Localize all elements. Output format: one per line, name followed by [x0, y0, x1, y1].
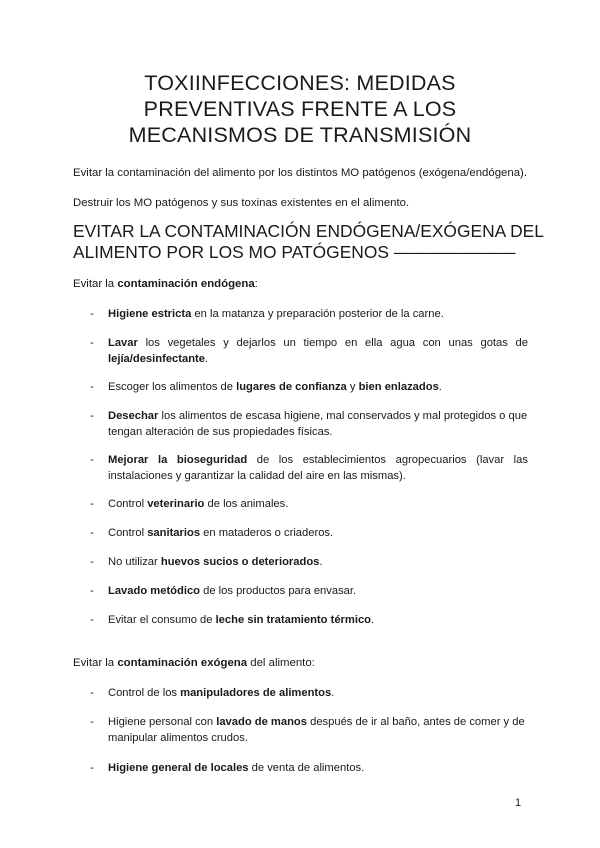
list-item-text: Control sanitarios en mataderos o criaderos.: [108, 527, 334, 539]
bullet-dash: -: [90, 716, 94, 728]
list-item: [90, 306, 528, 322]
list-item-text: Higiene estricta en la matanza y preparación posterior de la carne.: [108, 308, 444, 320]
title-line: PREVENTIVAS FRENTE A LOS: [143, 97, 457, 121]
bullet-dash: -: [90, 527, 94, 539]
bullet-dash: -: [90, 556, 94, 568]
list-item-text: Evitar el consumo de leche sin tratamiento térmico.: [108, 614, 375, 626]
bullet-dash: -: [90, 454, 94, 466]
list-item: [90, 525, 528, 541]
list-item: [90, 335, 528, 367]
text-run: Evitar la: [73, 657, 118, 669]
list-item-text: Control de los manipuladores de alimentos.: [108, 687, 335, 699]
page-number: 1: [515, 797, 522, 809]
page-title: [60, 70, 540, 148]
text-run: Evitar la: [73, 278, 118, 290]
bullet-dash: -: [90, 498, 94, 510]
list-item: [90, 452, 528, 484]
list-item-text: Escoger los alimentos de lugares de confianza y bien enlazados.: [108, 381, 442, 393]
list-item: [90, 408, 528, 440]
list-item-text: No utilizar huevos sucios o deteriorados.: [108, 556, 323, 568]
text-run: del alimento:: [247, 657, 315, 669]
list-item-text: Lavar los vegetales y dejarlos un tiempo en ella agua con unas gotas de lejía/desinfectante.: [108, 337, 528, 365]
intro-paragraph: Evitar la contaminación del alimento por los distintos MO patógenos (exógena/endógena).: [73, 167, 527, 179]
bullet-dash: -: [90, 585, 94, 597]
text-run: :: [254, 278, 258, 290]
text-bold: contaminación endógena: [117, 278, 255, 290]
text-bold: contaminación exógena: [117, 657, 248, 669]
bullet-dash: -: [90, 687, 94, 699]
bullet-dash: -: [90, 762, 94, 774]
list-item: [90, 379, 528, 395]
title-line: TOXIINFECCIONES: MEDIDAS: [144, 71, 456, 95]
list-item-text: Desechar los alimentos de escasa higiene, mal conservados y mal protegidos o que tengan alteración de sus propiedades físicas.: [108, 410, 528, 438]
section-heading: [73, 221, 543, 263]
list-item-text: Mejorar la bioseguridad de los establecimientos agropecuarios (lavar las instalaciones y garantizar la calidad del aire en las mismas).: [108, 454, 528, 482]
intro-paragraph: Destruir los MO patógenos y sus toxinas existentes en el alimento.: [73, 197, 410, 209]
list-item: [90, 583, 528, 599]
endogena-intro: [73, 277, 528, 292]
exogena-intro: [73, 656, 528, 671]
list-item: [90, 496, 528, 512]
list-item: [90, 760, 528, 776]
section-heading-line: EVITAR LA CONTAMINACIÓN ENDÓGENA/EXÓGENA DEL: [73, 221, 544, 241]
title-line: MECANISMOS DE TRANSMISIÓN: [128, 123, 472, 147]
bullet-dash: -: [90, 381, 94, 393]
bullet-dash: -: [90, 614, 94, 626]
list-item-text: Control veterinario de los animales.: [108, 498, 289, 510]
list-item: [90, 685, 528, 701]
bullet-dash: -: [90, 337, 94, 349]
list-item-text: Higiene personal con lavado de manos después de ir al baño, antes de comer y de manipular alimentos crudos.: [108, 716, 525, 744]
bullet-dash: -: [90, 308, 94, 320]
list-item: [90, 554, 528, 570]
list-item: [90, 612, 528, 628]
section-heading-line: ALIMENTO POR LOS MO PATÓGENOS ———————: [73, 242, 516, 262]
list-item: [90, 714, 528, 746]
list-item-text: Higiene general de locales de venta de alimentos.: [108, 762, 365, 774]
bullet-dash: -: [90, 410, 94, 422]
list-item-text: Lavado metódico de los productos para envasar.: [108, 585, 357, 597]
